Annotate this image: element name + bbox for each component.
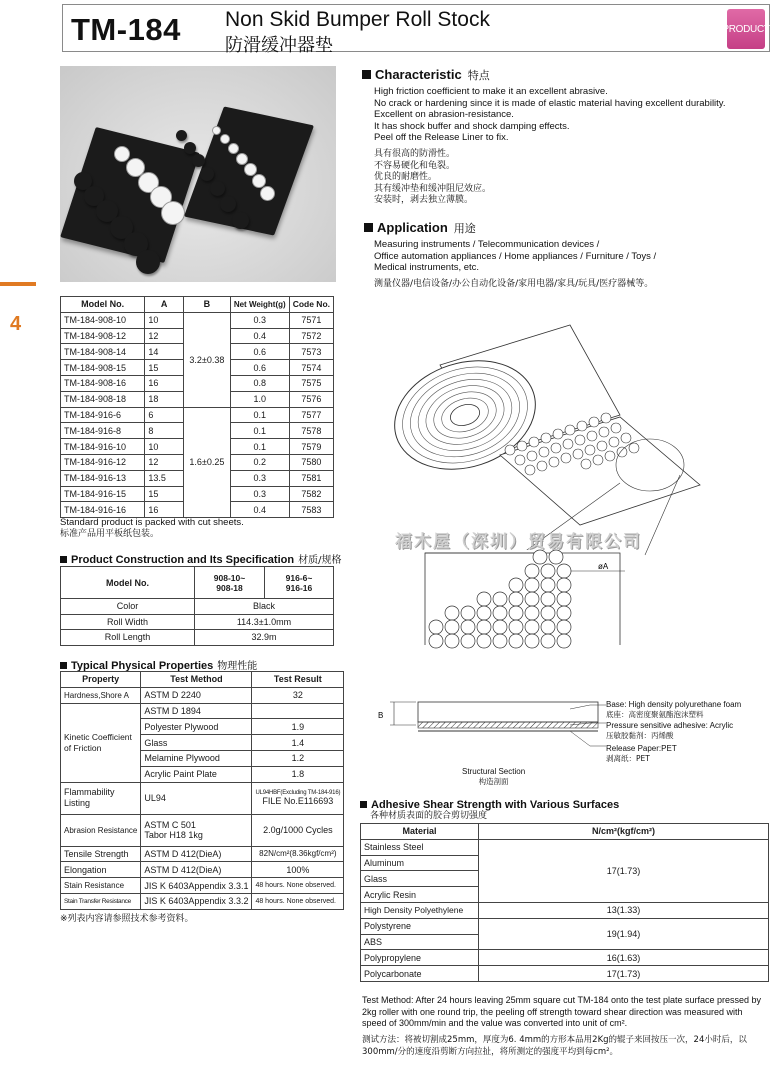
application-cn: 测量仪器/电信设备/办公自动化设备/家用电器/家具/玩具/医疗器械等。 xyxy=(374,279,654,289)
table-row: Acrylic Resin xyxy=(361,887,769,903)
shear-method-en: Test Method: After 24 hours leaving 25mm square cut TM-184 onto the test plate surface pressed by 2kg roller with one round trip, the peeling off strength toward shear direction was measured with speed of 300mm/min and the value was converted into unit of cm². xyxy=(362,995,762,1029)
table-row: TM-184-916-8 8 0.1 7578 xyxy=(61,423,334,439)
model-note-cn: 标准产品用平板纸包装。 xyxy=(60,529,160,539)
table-row: TM-184-916-15 15 0.3 7582 xyxy=(61,486,334,502)
dot-pattern-detail xyxy=(420,550,625,648)
base-label: Base: High density polyurethane foam 底座：高密度聚氨酯泡沫塑料 xyxy=(606,700,742,719)
shear-heading: Adhesive Shear Strength with Various Surfaces xyxy=(360,799,619,811)
table-header-row: Model No. A B Net Weight(g) Code No. xyxy=(61,297,334,313)
table-row: Elongation ASTM D 412(DieA) 100% xyxy=(61,862,344,878)
table-row: Kinetic Coefficient of Friction ASTM D 1894 xyxy=(61,703,344,719)
characteristic-cn: 具有很高的防滑性。 不容易硬化和龟裂。 优良的耐磨性。 其有缓冲垫和缓冲阻尼效应。 安装时，剥去独立薄膜。 xyxy=(374,149,492,206)
table-row: Hardness,Shore A ASTM D 2240 32 xyxy=(61,687,344,703)
dimension-b-label: B xyxy=(378,711,384,720)
release-label: Release Paper:PET 剥离纸：PET xyxy=(606,744,677,763)
table-row: TM-184-916-10 10 0.1 7579 xyxy=(61,439,334,455)
table-row: TM-184-908-15 15 0.6 7574 xyxy=(61,360,334,376)
product-photo xyxy=(60,66,336,282)
physical-note: ※列表内容请参照技术参考资料。 xyxy=(60,914,194,924)
table-row: Polypropylene 16(1.63) xyxy=(361,950,769,966)
section-caption: Structural Section 构造剖面 xyxy=(462,767,526,786)
adhesive-label: Pressure sensitive adhesive: Acrylic 压敏胶黏剂：丙烯酸 xyxy=(606,721,734,740)
physical-table: Property Test Method Test Result Hardness,Shore A ASTM D 2240 32 Kinetic Coefficient of Friction ASTM D 1894 Polyester Plywood 1.9 Glass 1.4 Melamine Plywood 1.2 Acrylic Paint Plate 1.8 Flammability Listing UL94 UL94HBF(Excluding TM-184-916) FILE No.E116693 Abrasion Resistance ASTM C 501 Tabor H18 1kg 2.0g/1000 Cycles Tensile Strength ASTM D 412(DieA) 82N/cm²(8.36kgf/cm²) Elongation ASTM D 412(DieA) 100% Stain Resistance JIS K 6403Appendix 3.3.1 48 hours. None observed. Stain Transfer Resistance JIS K 6403Appendix 3.3.2 48 hours. None observed. xyxy=(60,671,344,910)
table-row: TM-184-916-12 12 0.2 7580 xyxy=(61,454,334,470)
characteristic-en: High friction coefficient to make it an excellent abrasive. No crack or hardening since it is made of elastic material having excellent durability. Excellent on abrasion-resistance. It has shock buffer and shock damping effects. Peel off the Release Liner to fix. xyxy=(374,86,726,144)
roll-illustration xyxy=(380,325,700,555)
model-id: TM-184 xyxy=(71,12,181,47)
table-row: Polyester Plywood 1.9 xyxy=(61,719,344,735)
physical-heading: Typical Physical Properties 物理性能 xyxy=(60,657,257,672)
title-cn: 防滑缓冲器垫 xyxy=(225,35,333,56)
dimension-a-label: øA xyxy=(598,562,609,571)
chapter-number: 4 xyxy=(10,313,22,335)
table-row: Roll Width 114.3±1.0mm xyxy=(61,614,334,630)
table-row: Glass 1.4 xyxy=(61,735,344,751)
model-table xyxy=(60,296,334,518)
structural-section xyxy=(378,702,606,746)
table-row: High Density Polyethylene 13(1.33) xyxy=(361,902,769,918)
table-row: TM-184-908-18 18 1.0 7576 xyxy=(61,391,334,407)
table-row: Abrasion Resistance ASTM C 501 Tabor H18 1kg 2.0g/1000 Cycles xyxy=(61,814,344,846)
table-row: TM-184-916-13 13.5 0.3 7581 xyxy=(61,470,334,486)
table-row: Tensile Strength ASTM D 412(DieA) 82N/cm²(8.36kgf/cm²) xyxy=(61,846,344,862)
application-heading: Application 用途 xyxy=(364,220,476,236)
table-row: TM-184-908-12 12 0.4 7572 xyxy=(61,328,334,344)
shear-heading-cn: 各种材质表面的胶合剪切强度 xyxy=(370,811,488,821)
model-note-en: Standard product is packed with cut sheets. xyxy=(60,517,244,528)
application-en: Measuring instruments / Telecommunication devices / Office automation appliances / Home appliances / Furniture / Toys / Medical instruments, etc. xyxy=(374,239,657,274)
table-row: TM-184-908-10 10 3.2±0.38 0.3 7571 xyxy=(61,312,334,328)
table-row: Polystyrene 19(1.94) xyxy=(361,918,769,934)
shear-method-cn: 测试方法：将被切割成25mm，厚度为6. 4mm的方形本品用2Kg的辊子来回按压一次，24小时后，以300mm/分的速度沿剪断方向拉扯，将所测定的强度平均到每cm²。 xyxy=(362,1035,747,1057)
table-row: Color Black xyxy=(61,599,334,615)
table-row: TM-184-916-6 6 1.6±0.25 0.1 7577 xyxy=(61,407,334,423)
table-row: Stain Transfer Resistance JIS K 6403Appendix 3.3.2 48 hours. None observed. xyxy=(61,893,344,909)
page-header xyxy=(62,4,770,56)
table-row: ABS xyxy=(361,934,769,950)
table-row: Melamine Plywood 1.2 xyxy=(61,750,344,766)
title-en: Non Skid Bumper Roll Stock xyxy=(225,8,490,31)
table-row: Stain Resistance JIS K 6403Appendix 3.3.1 48 hours. None observed. xyxy=(61,878,344,894)
table-row: TM-184-916-16 16 0.4 7583 xyxy=(61,502,334,518)
table-row: Roll Length 32.9m xyxy=(61,630,334,646)
table-row: Polycarbonate 17(1.73) xyxy=(361,966,769,982)
table-row: Stainless Steel 17(1.73) xyxy=(361,839,769,855)
table-row: Glass xyxy=(361,871,769,887)
chapter-line xyxy=(0,282,36,286)
table-row: TM-184-908-16 16 0.8 7575 xyxy=(61,375,334,391)
table-row: Acrylic Paint Plate 1.8 xyxy=(61,766,344,782)
table-row: TM-184-908-14 14 0.6 7573 xyxy=(61,344,334,360)
watermark: 福木屋（深圳）贸易有限公司 xyxy=(395,532,642,552)
construction-heading: Product Construction and Its Specification 材质/规格 xyxy=(60,551,341,566)
product-badge: PRODUCT xyxy=(727,9,765,49)
shear-table: Material N/cm²(kgf/cm²) Stainless Steel 17(1.73) Aluminum Glass Acrylic Resin High Density Polyethylene 13(1.33) Polystyrene 19(1.94) ABS Polypropylene 16(1.63) Polycarbonate 17(1.73) xyxy=(360,823,769,982)
construction-table: Model No. 908-10~ 908-18 916-6~ 916-16 Color Black Roll Width 114.3±1.0mm Roll Length 32.9m xyxy=(60,566,334,646)
table-row: Flammability Listing UL94 UL94HBF(Excluding TM-184-916) FILE No.E116693 xyxy=(61,782,344,814)
characteristic-heading: Characteristic 特点 xyxy=(362,67,490,83)
table-row: Aluminum xyxy=(361,855,769,871)
